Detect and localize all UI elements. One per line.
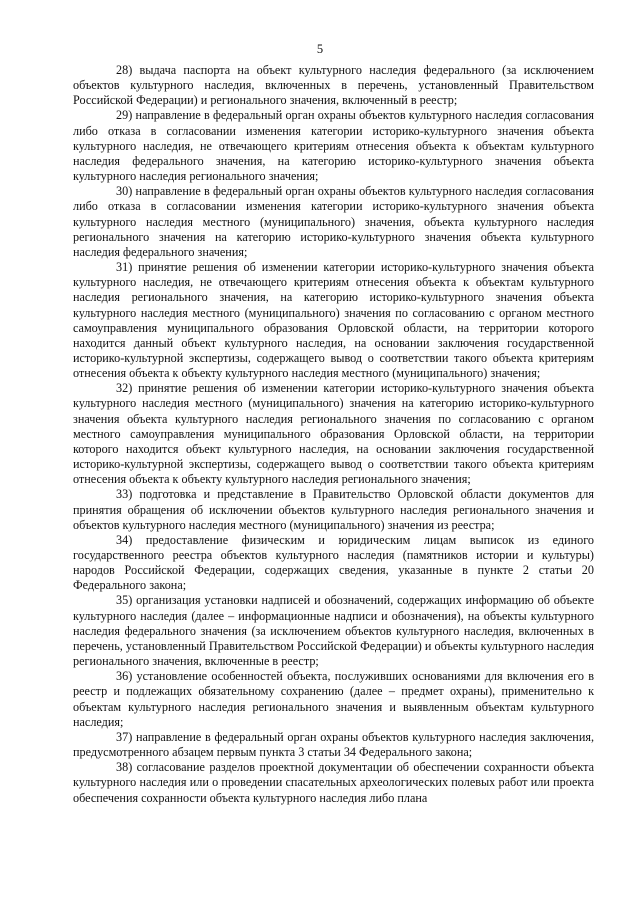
paragraph-item-37: 37) направление в федеральный орган охраны объектов культурного наследия заключения, предусмотренного абзацем первым пункта 3 статьи 34 Федерального закона; [73, 729, 594, 760]
paragraph-item-33: 33) подготовка и представление в Правительство Орловской области документов для принятия обращения об исключении объектов культурного наследия регионального значения и объектов культурного наследия местного (муниципального) значения из реестра; [73, 487, 594, 532]
paragraph-item-36: 36) установление особенностей объекта, послуживших основаниями для включения его в реестр и подлежащих обязательному сохранению (далее – предмет охраны), применительно к объектам культурного наследия регионального значения и выявленным объектам культурного наследия; [73, 669, 594, 729]
paragraph-item-29: 29) направление в федеральный орган охраны объектов культурного наследия согласования либо отказа в согласовании изменения категории историко-культурного значения объекта культурного наследия, не отвечающего критериям отнесения объекта к объектам культурного наследия федерального значения, на категорию историко-культурного значения объекта культурного наследия регионального значения; [73, 108, 594, 184]
paragraph-item-38: 38) согласование разделов проектной документации об обеспечении сохранности объекта культурного наследия или о проведении спасательных археологических полевых работ или проекта обеспечения сохранности объекта культурного наследия либо плана [73, 760, 594, 805]
paragraph-item-32: 32) принятие решения об изменении категории историко-культурного значения объекта культурного наследия местного (муниципального) значения на категорию историко-культурного значения объекта культурного наследия регионального значения по согласованию с органом местного самоуправления муниципального образования Орловской области, на территории которого находится объект культурного наследия, на основании заключения государственной историко-культурной экспертизы, содержащего вывод о соответствии такого объекта критериям отнесения объекта к объекту культурного наследия регионального значения; [73, 381, 594, 487]
paragraph-item-35: 35) организация установки надписей и обозначений, содержащих информацию об объекте культурного наследия (далее – информационные надписи и обозначения), на объекты культурного наследия федерального значения (за исключением объектов культурного наследия, включенных в перечень, установленный Правительством Российской Федерации) и объекты культурного наследия регионального значения, включенные в реестр; [73, 593, 594, 669]
paragraph-item-31: 31) принятие решения об изменении категории историко-культурного значения объекта культурного наследия, не отвечающего критериям отнесения объекта к объектам культурного наследия регионального значения, на категорию историко-культурного значения объекта культурного наследия местного (муниципального) значения по согласованию с органом местного самоуправления муниципального образования Орловской области, на территории которого находится данный объект культурного наследия, на основании заключения государственной историко-культурной экспертизы, содержащего вывод о соответствии такого объекта критериям отнесения объекта к объекту культурного наследия местного (муниципального) значения; [73, 260, 594, 381]
paragraph-item-30: 30) направление в федеральный орган охраны объектов культурного наследия согласования либо отказа в согласовании изменения категории историко-культурного значения объекта культурного наследия местного (муниципального) значения, объекта культурного наследия регионального значения на категорию историко-культурного значения объекта культурного наследия федерального значения; [73, 184, 594, 259]
paragraph-item-28: 28) выдача паспорта на объект культурного наследия федерального (за исключением объектов культурного наследия, включенных в перечень, установленный Правительством Российской Федерации) и регионального значения, включенный в реестр; [73, 63, 594, 108]
paragraph-item-34: 34) предоставление физическим и юридическим лицам выписок из единого государственного реестра объектов культурного наследия (памятников истории и культуры) народов Российской Федерации, содержащих сведения, указанные в пункте 2 статьи 20 Федерального закона; [73, 532, 594, 593]
page-number: 5 [316, 42, 324, 56]
document-body [73, 63, 594, 806]
